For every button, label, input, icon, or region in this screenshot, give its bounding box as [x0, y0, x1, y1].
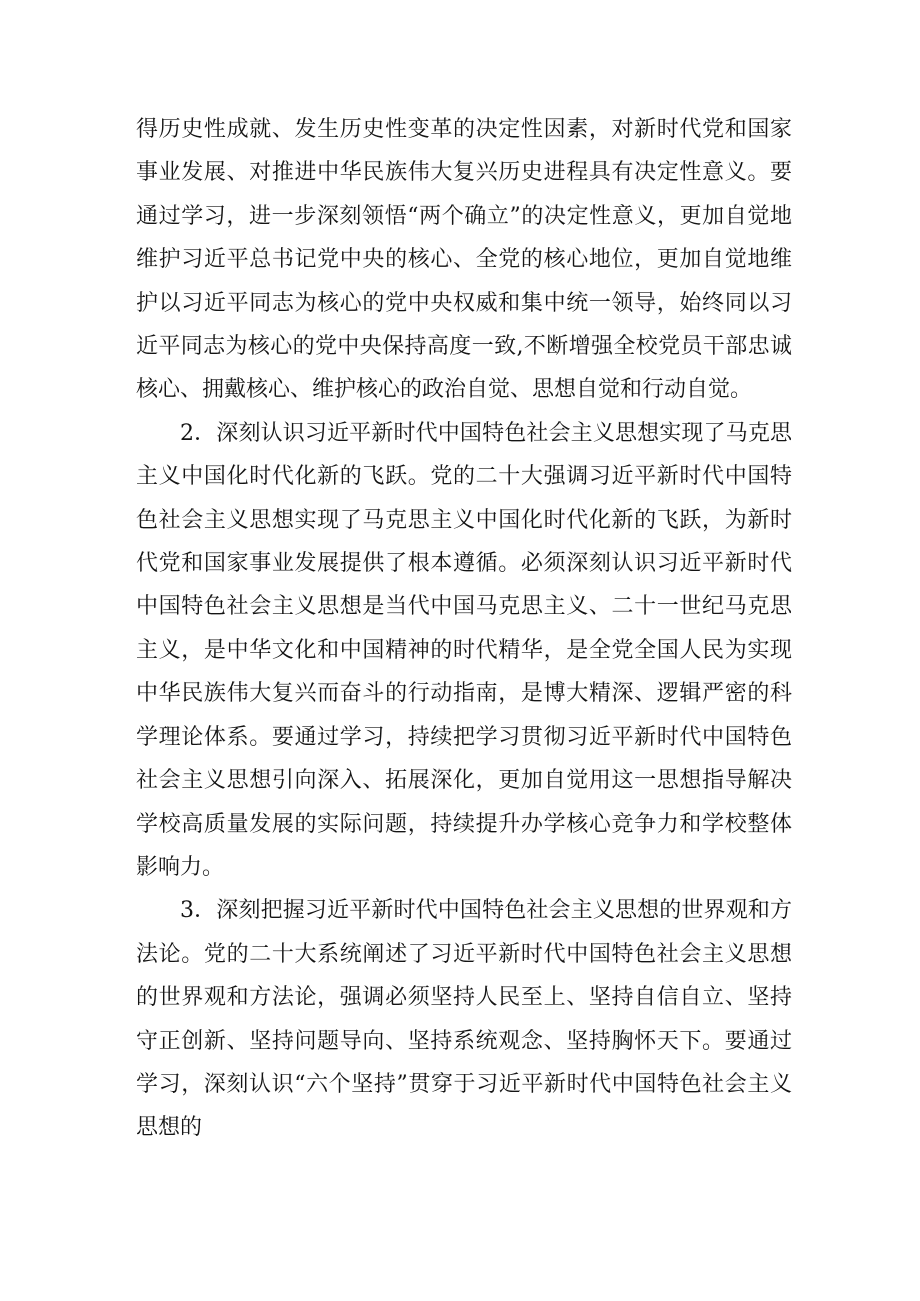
document-body: [136, 108, 792, 1150]
paragraph-point-3: 3．深刻把握习近平新时代中国特色社会主义思想的世界观和方法论。党的二十大系统阐述了习近平新时代中国特色社会主义思想的世界观和方法论，强调必须坚持人民至上、坚持自信自立、坚持守正创新、坚持问题导向、坚持系统观念、坚持胸怀天下。要通过学习，深刻认识“六个坚持”贯穿于习近平新时代中国特色社会主义思想的: [136, 898, 792, 1141]
paragraph-point-2: 2．深刻认识习近平新时代中国特色社会主义思想实现了马克思主义中国化时代化新的飞跃。党的二十大强调习近平新时代中国特色社会主义思想实现了马克思主义中国化时代化新的飞跃，为新时代党和国家事业发展提供了根本遵循。必须深刻认识习近平新时代中国特色社会主义思想是当代中国马克思主义、二十一世纪马克思主义，是中华文化和中国精神的时代精华，是全党全国人民为实现中华民族伟大复兴而奋斗的行动指南，是博大精深、逻辑严密的科学理论体系。要通过学习，持续把学习贯彻习近平新时代中国特色社会主义思想引向深入、拓展深化，更加自觉用这一思想指导解决学校高质量发展的实际问题，持续提升办学核心竞争力和学校整体影响力。: [136, 420, 792, 880]
paragraph-continuation: 得历史性成就、发生历史性变革的决定性因素，对新时代党和国家事业发展、对推进中华民族伟大复兴历史进程具有决定性意义。要通过学习，进一步深刻领悟“两个确立”的决定性意义，更加自觉地维护习近平总书记党中央的核心、全党的核心地位，更加自觉地维护以习近平同志为核心的党中央权威和集中统一领导，始终同以习近平同志为核心的党中央保持高度一致,不断增强全校党员干部忠诚核心、拥戴核心、维护核心的政治自觉、思想自觉和行动自觉。: [136, 117, 792, 403]
